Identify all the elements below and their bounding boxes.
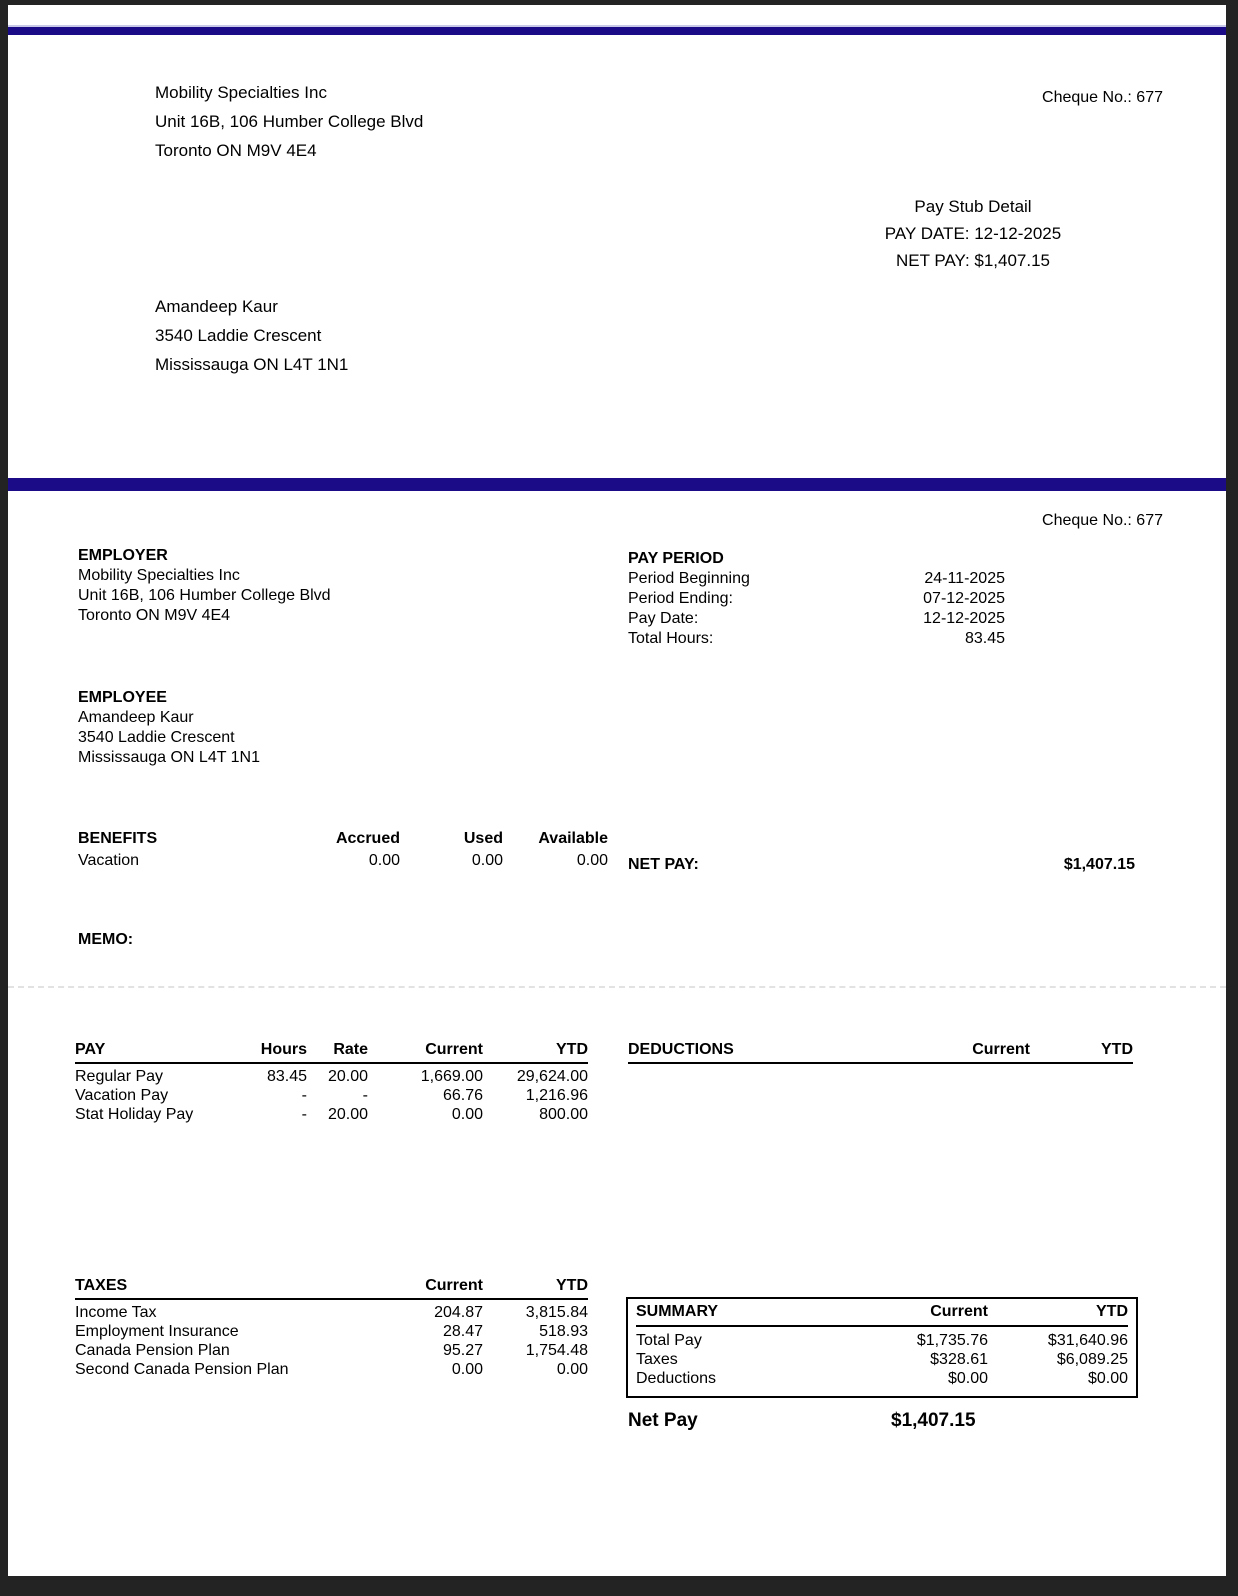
employee-name: Amandeep Kaur (155, 297, 278, 316)
net-pay-final-value: $1,407.15 (891, 1410, 976, 1431)
pay-row-hours: - (301, 1087, 307, 1104)
tax-row-current: 95.27 (442, 1342, 483, 1359)
cheque-number-top: Cheque No.: 677 (1042, 89, 1163, 106)
taxes-table-header (75, 1277, 588, 1300)
benefits-col-available: Available (538, 830, 608, 847)
pay-period-row (628, 609, 1005, 629)
summary-row-label: Deductions (636, 1370, 717, 1387)
pay-row-label: Vacation Pay (75, 1087, 169, 1104)
pay-row-current: 66.76 (442, 1087, 483, 1104)
employee-line: Amandeep Kaur (78, 709, 194, 726)
summary-row-current: $328.61 (930, 1351, 988, 1368)
pay-period-value: 24-11-2025 (924, 570, 1005, 587)
summary-header-row (636, 1303, 1128, 1327)
top-accent-bar (8, 25, 1226, 35)
pay-period-row (628, 569, 1005, 589)
benefit-used: 0.00 (471, 852, 503, 869)
benefits-row (78, 850, 608, 872)
pay-row-hours: - (301, 1106, 307, 1123)
perforation-dashed-line (8, 986, 1226, 988)
benefits-block (78, 828, 608, 872)
summary-row-ytd: $6,089.25 (1056, 1351, 1128, 1368)
cheque-number-detail: Cheque No.: 677 (1042, 512, 1163, 529)
summary-row-label: Total Pay (636, 1332, 702, 1349)
employee-line: 3540 Laddie Crescent (78, 729, 235, 746)
pay-period-label: Pay Date: (628, 610, 699, 627)
pay-col-current: Current (425, 1041, 483, 1058)
pay-row-ytd: 800.00 (539, 1106, 588, 1123)
pay-col-ytd: YTD (556, 1041, 588, 1058)
pay-period-label: Period Beginning (628, 570, 750, 587)
employer-line: Toronto ON M9V 4E4 (78, 607, 231, 624)
benefits-col-used: Used (463, 830, 503, 847)
pay-row-current: 0.00 (451, 1106, 483, 1123)
pay-row-rate: - (362, 1087, 368, 1104)
pay-row-ytd: 1,216.96 (525, 1087, 588, 1104)
pay-period-row (628, 629, 1005, 649)
pay-row-label: Regular Pay (75, 1068, 164, 1085)
deductions-table-header (628, 1041, 1133, 1064)
tax-row-label: Second Canada Pension Plan (75, 1361, 289, 1378)
paystub-title: Pay Stub Detail (914, 197, 1032, 216)
net-pay-final-label: Net Pay (628, 1410, 698, 1431)
summary-col-ytd: YTD (1096, 1303, 1128, 1320)
company-street: Unit 16B, 106 Humber College Blvd (155, 112, 424, 131)
summary-row-label: Taxes (636, 1351, 678, 1368)
employee-city: Mississauga ON L4T 1N1 (155, 355, 349, 374)
summary-row-current: $0.00 (947, 1370, 988, 1387)
pay-table-header (75, 1041, 588, 1064)
employee-heading: EMPLOYEE (78, 689, 167, 706)
deductions-table (628, 1041, 1133, 1064)
net-pay-mid-row (628, 856, 1135, 874)
pay-row-rate: 20.00 (327, 1068, 368, 1085)
pay-period-block (628, 549, 1005, 649)
deductions-col-ytd: YTD (1101, 1041, 1133, 1058)
employee-line: Mississauga ON L4T 1N1 (78, 749, 260, 766)
employer-heading: EMPLOYER (78, 547, 168, 564)
benefit-label: Vacation (78, 852, 140, 869)
pay-heading: PAY (75, 1041, 106, 1058)
pay-row-ytd: 29,624.00 (516, 1068, 588, 1085)
tax-row-ytd: 518.93 (539, 1323, 588, 1340)
table-row (636, 1350, 1128, 1369)
taxes-heading: TAXES (75, 1277, 128, 1294)
pay-row-label: Stat Holiday Pay (75, 1106, 194, 1123)
benefits-heading: BENEFITS (78, 830, 158, 847)
pay-period-label: Total Hours: (628, 630, 714, 647)
pay-period-value: 83.45 (964, 630, 1005, 647)
section-divider-bar (8, 478, 1226, 491)
benefits-header-row (78, 828, 608, 850)
company-name: Mobility Specialties Inc (155, 83, 327, 102)
table-row (636, 1331, 1128, 1350)
employer-line: Unit 16B, 106 Humber College Blvd (78, 587, 331, 604)
table-row (75, 1086, 588, 1105)
paystub-page (8, 5, 1226, 1576)
taxes-col-current: Current (425, 1277, 483, 1294)
pay-period-row (628, 589, 1005, 609)
summary-table (626, 1297, 1138, 1398)
tax-row-ytd: 1,754.48 (525, 1342, 588, 1359)
tax-row-current: 204.87 (434, 1304, 483, 1321)
employee-block (78, 688, 260, 768)
company-city: Toronto ON M9V 4E4 (155, 141, 317, 160)
tax-row-label: Canada Pension Plan (75, 1342, 230, 1359)
benefits-col-accrued: Accrued (335, 830, 400, 847)
deductions-heading: DEDUCTIONS (628, 1041, 734, 1058)
benefit-accrued: 0.00 (368, 852, 400, 869)
taxes-table (75, 1277, 588, 1379)
tax-row-ytd: 3,815.84 (525, 1304, 588, 1321)
employee-address-top (155, 292, 348, 379)
company-address-top (155, 78, 423, 165)
tax-row-ytd: 0.00 (556, 1361, 588, 1378)
benefit-available: 0.00 (576, 852, 608, 869)
paystub-detail-block (798, 193, 1148, 274)
tax-row-label: Income Tax (75, 1304, 157, 1321)
tax-row-current: 0.00 (451, 1361, 483, 1378)
table-row (75, 1360, 588, 1379)
pay-date-line: PAY DATE: 12-12-2025 (884, 224, 1062, 243)
net-pay-line: NET PAY: $1,407.15 (895, 251, 1051, 270)
summary-row-ytd: $0.00 (1087, 1370, 1128, 1387)
pay-table (75, 1041, 588, 1124)
employer-block (78, 546, 331, 626)
summary-row-ytd: $31,640.96 (1047, 1332, 1128, 1349)
pay-row-rate: 20.00 (327, 1106, 368, 1123)
table-row (75, 1341, 588, 1360)
table-row (75, 1322, 588, 1341)
pay-row-hours: 83.45 (266, 1068, 307, 1085)
table-row (636, 1369, 1128, 1388)
summary-col-current: Current (930, 1303, 988, 1320)
pay-col-hours: Hours (260, 1041, 307, 1058)
pay-period-label: Period Ending: (628, 590, 733, 607)
tax-row-current: 28.47 (442, 1323, 483, 1340)
table-row (75, 1303, 588, 1322)
net-pay-label: NET PAY: (628, 856, 699, 873)
pay-period-value: 12-12-2025 (923, 610, 1005, 627)
deductions-col-current: Current (972, 1041, 1030, 1058)
net-pay-value: $1,407.15 (1063, 856, 1135, 873)
employee-street: 3540 Laddie Crescent (155, 326, 322, 345)
employer-line: Mobility Specialties Inc (78, 567, 240, 584)
pay-period-value: 07-12-2025 (923, 590, 1005, 607)
summary-row-current: $1,735.76 (916, 1332, 988, 1349)
taxes-col-ytd: YTD (556, 1277, 588, 1294)
table-row (75, 1105, 588, 1124)
pay-period-heading: PAY PERIOD (628, 550, 724, 567)
memo-label: MEMO: (78, 931, 134, 948)
table-row (75, 1067, 588, 1086)
net-pay-final-row (628, 1410, 1138, 1432)
summary-heading: SUMMARY (636, 1303, 719, 1320)
pay-col-rate: Rate (333, 1041, 368, 1058)
tax-row-label: Employment Insurance (75, 1323, 239, 1340)
pay-row-current: 1,669.00 (420, 1068, 483, 1085)
